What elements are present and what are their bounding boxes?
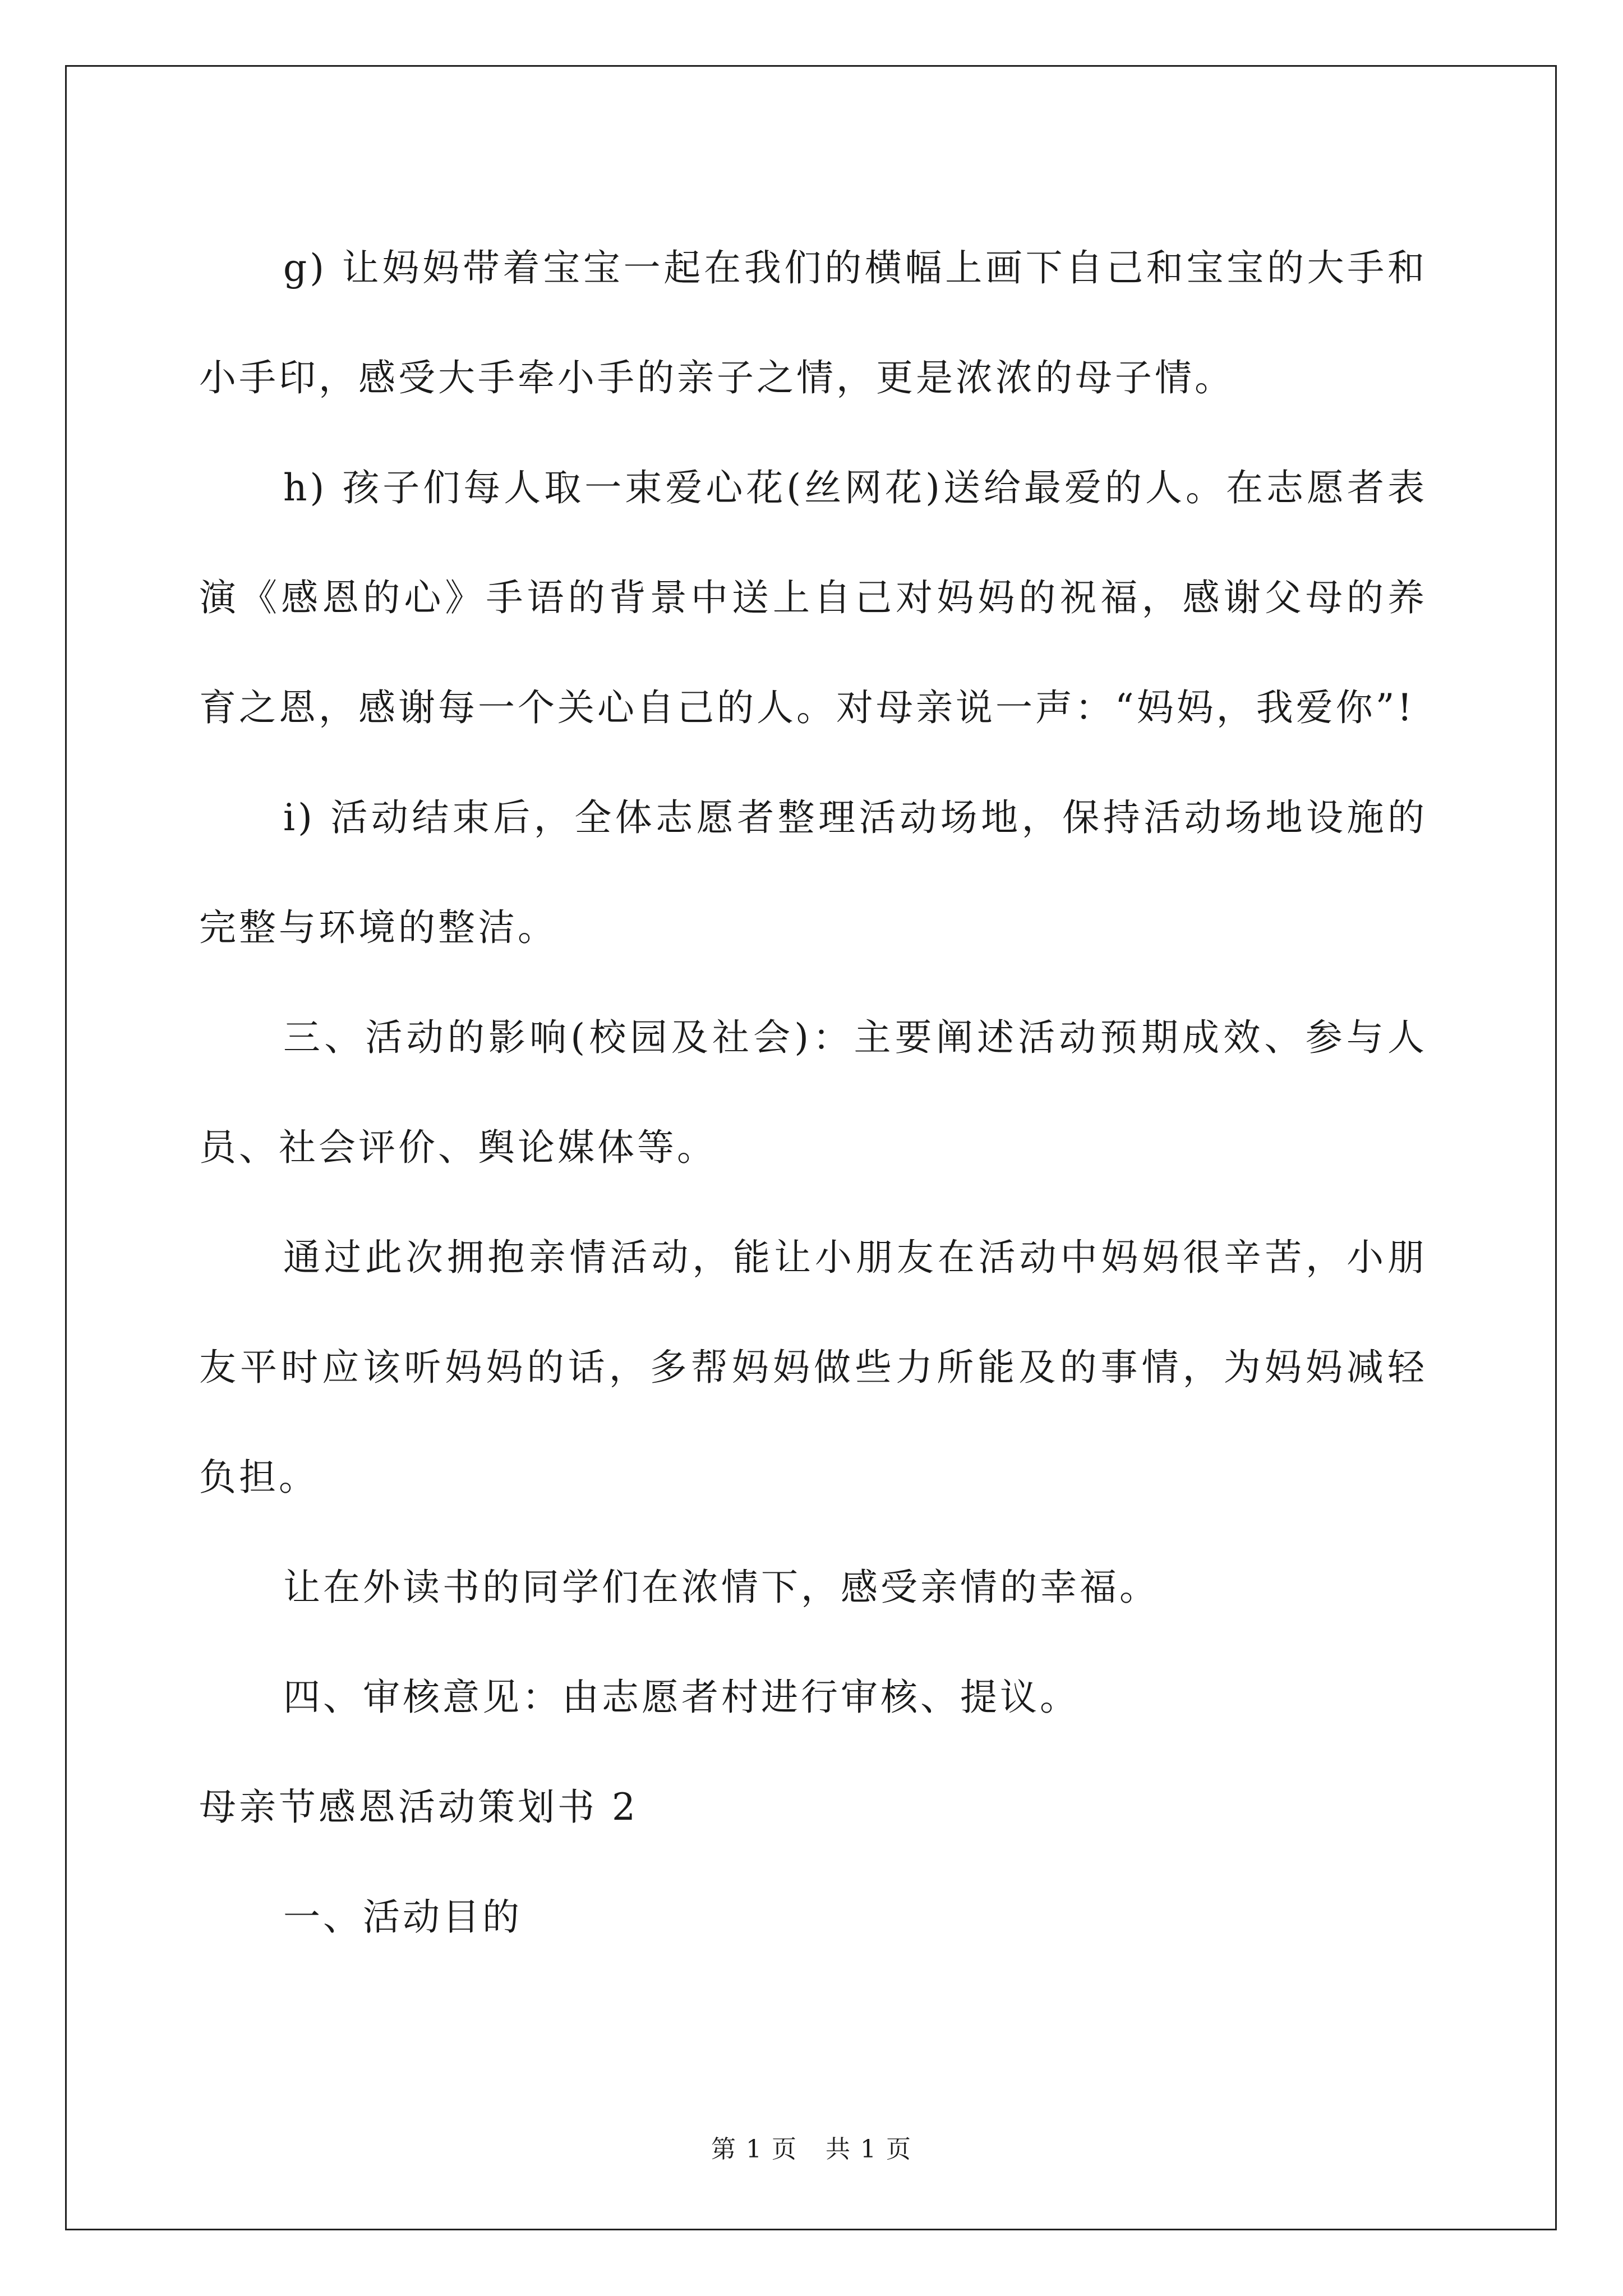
document-body [199, 213, 1427, 1972]
page-number-current: 第 1 页 [711, 2135, 797, 2164]
paragraph-section-four: 四、审核意见：由志愿者村进行审核、提议。 [283, 1676, 1080, 1719]
paragraph-item-g: g) 让妈妈带着宝宝一起在我们的横幅上画下自己和宝宝的大手和小手印，感受大手牵小手的亲子之情，更是浓浓的母子情。 [199, 246, 1427, 399]
paragraph-section-one: 一、活动目的 [283, 1895, 522, 1939]
paragraph-students-abroad: 让在外读书的同学们在浓情下，感受亲情的幸福。 [283, 1566, 1159, 1609]
paragraph-section-three: 三、活动的影响(校园及社会)：主要阐述活动预期成效、参与人员、社会评价、舆论媒体等。 [199, 1016, 1427, 1169]
paragraph-item-h: h) 孩子们每人取一束爱心花(丝网花)送给最爱的人。在志愿者表演《感恩的心》手语的背景中送上自己对妈妈的祝福，感谢父母的养育之恩，感谢每一个关心自己的人。对母亲说一声：“妈妈，我爱你”! [199, 466, 1427, 729]
paragraph-activity-effect: 通过此次拥抱亲情活动，能让小朋友在活动中妈妈很辛苦，小朋友平时应该听妈妈的话，多帮妈妈做些力所能及的事情，为妈妈减轻负担。 [199, 1236, 1427, 1499]
page-number-total: 共 1 页 [826, 2135, 912, 2164]
section-title: 母亲节感恩活动策划书 2 [199, 1786, 638, 1829]
page-footer [0, 2129, 1623, 2165]
paragraph-item-i: i) 活动结束后，全体志愿者整理活动场地，保持活动场地设施的完整与环境的整洁。 [199, 796, 1427, 949]
